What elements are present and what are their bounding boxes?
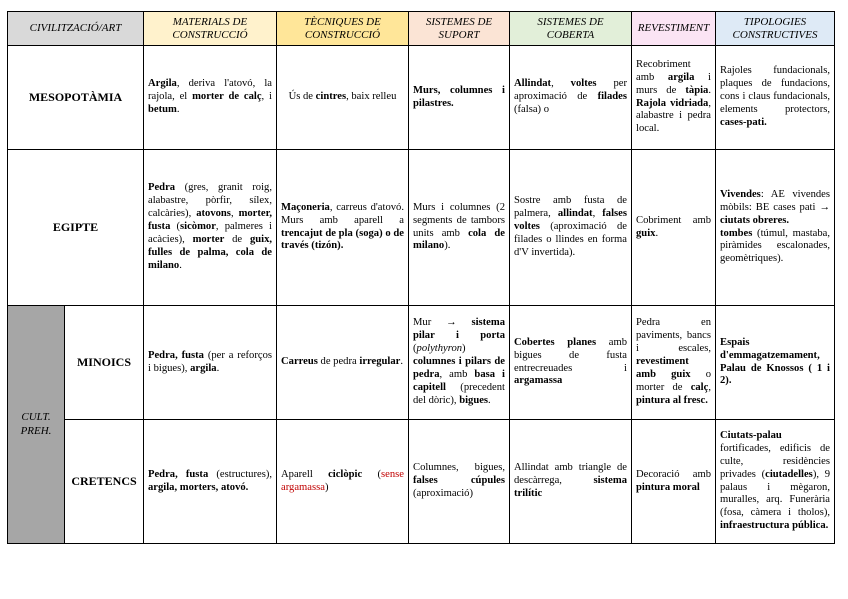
cell-revestiment: Decoració amb pintura moral: [632, 420, 716, 544]
cell-suport: Murs i columnes (2 segments de tambors units amb cola de milano).: [409, 150, 510, 306]
cell-materials: Pedra, fusta (estructures), argila, morters, atovó.: [144, 420, 277, 544]
cell-coberta: Cobertes planes amb bigues de fusta entrecreuades i argamassa: [510, 306, 632, 420]
row-label-mesopotamia: MESOPOTÀMIA: [8, 46, 144, 150]
row-label-cretencs: CRETENCS: [65, 420, 144, 544]
cell-revestiment: Recobriment amb argila i murs de tàpia. Rajola vidriada, alabastre i pedra local.: [632, 46, 716, 150]
cell-coberta: Allindat, voltes per aproximació de filades (falsa) o: [510, 46, 632, 150]
cell-revestiment: Cobriment amb guix.: [632, 150, 716, 306]
header-revestiment: REVESTIMENT: [632, 12, 716, 46]
row-cretencs: [8, 420, 835, 544]
cell-tipologies: Vivendes: AE vivendes mòbils: BE cases pati → ciutats obreres. tombes (túmul, mastaba, piràmides escalonades, geomètriques).: [716, 150, 835, 306]
cell-tecniques: Aparell ciclòpic (sense argamassa): [277, 420, 409, 544]
header-sistemes-suport: SISTEMES DE SUPORT: [409, 12, 510, 46]
row-egipte: [8, 150, 835, 306]
cell-tipologies: Rajoles fundacionals, plaques de fundacions, cons i claus fundacionals, elements protectors, cases-pati.: [716, 46, 835, 150]
cell-tipologies: Espais d'emmagatzemament, Palau de Knossos ( 1 i 2).: [716, 306, 835, 420]
cell-materials: Pedra, fusta (per a reforços i bigues), argila.: [144, 306, 277, 420]
header-tecniques: TÈCNIQUES DE CONSTRUCCIÓ: [277, 12, 409, 46]
cell-suport: Columnes, bigues, falses cúpules (aproximació): [409, 420, 510, 544]
row-label-egipte: EGIPTE: [8, 150, 144, 306]
header-materials: MATERIALS DE CONSTRUCCIÓ: [144, 12, 277, 46]
group-label-cult-preh: CULT. PREH.: [8, 306, 65, 544]
cell-materials: Argila, deriva l'atovó, la rajola, el morter de calç, i betum.: [144, 46, 277, 150]
cell-suport: Mur → sistema pilar i porta (polythyron) columnes i pilars de pedra, amb basa i capitell (precedent del dòric), bigues.: [409, 306, 510, 420]
row-label-minoics: MINOICS: [65, 306, 144, 420]
cell-coberta: Sostre amb fusta de palmera, allindat, falses voltes (aproximació de filades o llindes en forma d'V invertida).: [510, 150, 632, 306]
architecture-comparison-table: [7, 11, 835, 544]
cell-tipologies: Ciutats-palau fortificades, edificis de culte, residències privades (ciutadelles), 9 palaus i mègaron, muralles, arq. Funerària (fosa, càmera i tholos), infraestructura pública.: [716, 420, 835, 544]
header-sistemes-coberta: SISTEMES DE COBERTA: [510, 12, 632, 46]
cell-revestiment: Pedra en paviments, bancs i escales, revestiment amb guix o morter de calç, pintura al fresc.: [632, 306, 716, 420]
row-minoics: [8, 306, 835, 420]
cell-suport: Murs, columnes i pilastres.: [409, 46, 510, 150]
row-mesopotamia: [8, 46, 835, 150]
header-civilitzacio: CIVILITZACIÓ/ART: [8, 12, 144, 46]
header-tipologies: TIPOLOGIES CONSTRUCTIVES: [716, 12, 835, 46]
cell-coberta: Allindat amb triangle de descàrrega, sistema trilític: [510, 420, 632, 544]
cell-tecniques: Carreus de pedra irregular.: [277, 306, 409, 420]
cell-tecniques: Maçoneria, carreus d'atovó. Murs amb aparell a trencajut de pla (soga) o de través (tizón).: [277, 150, 409, 306]
header-row: [8, 12, 835, 46]
cell-materials: Pedra (gres, granit roig, alabastre, pòrfir, sílex, calcàries), atovons, morter, fusta (sicòmor, palmeres i acàcies), morter de guix, fulles de palma, cola de milano.: [144, 150, 277, 306]
cell-tecniques: Ús de cintres, baix relleu: [277, 46, 409, 150]
